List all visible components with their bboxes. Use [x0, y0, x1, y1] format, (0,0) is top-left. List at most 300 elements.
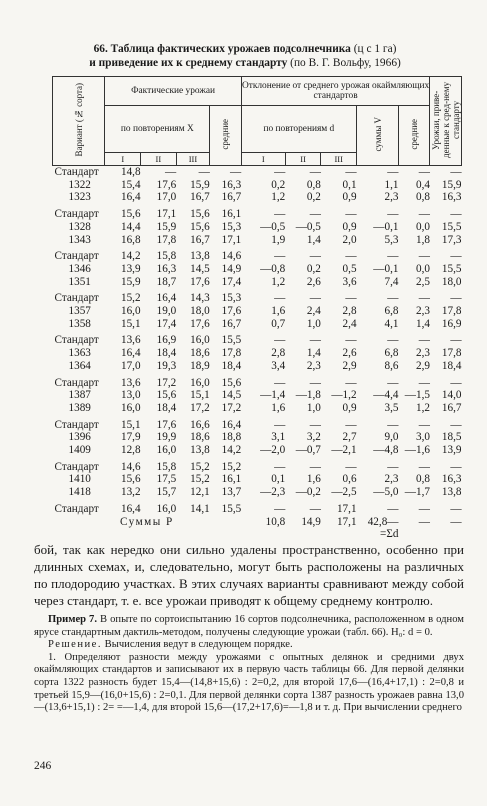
table-row	[53, 389, 462, 402]
variant-cell: 1418	[68, 486, 91, 499]
value-cell: 18,0	[190, 305, 210, 318]
value-cell: 14,2	[221, 444, 242, 457]
variant-cell: 1396	[68, 431, 91, 444]
yield-table	[52, 76, 462, 541]
value-cell: —	[309, 292, 321, 305]
value-cell: 16,3	[221, 178, 242, 191]
value-cell: —	[450, 334, 462, 347]
table-row	[53, 305, 462, 318]
value-cell: 16,9	[156, 334, 177, 347]
solution-text: Вычисления ведут в следующем порядке.	[102, 639, 293, 651]
value-cell: 2,4	[342, 317, 357, 330]
value-cell: 15,6	[120, 473, 141, 486]
value-cell: 2,8	[342, 305, 357, 318]
value-cell: —	[345, 250, 357, 263]
table-row	[53, 221, 462, 234]
table-row	[53, 179, 462, 192]
value-cell: 17,1	[336, 502, 357, 515]
value-cell: 16,4	[221, 418, 242, 431]
value-cell: 0,1	[342, 178, 357, 191]
value-cell: 17,5	[156, 473, 177, 486]
value-cell: 3,6	[342, 275, 357, 288]
value-cell: 6,8	[384, 347, 399, 360]
value-cell: 15,3	[221, 292, 242, 305]
variant-cell: Стандарт	[54, 460, 99, 473]
value-cell: 16,6	[190, 418, 210, 431]
value-cell: —5,0	[373, 486, 399, 499]
value-cell: 13,9	[120, 262, 141, 275]
value-cell: 6,8	[384, 305, 399, 318]
value-cell: 1,6	[271, 305, 286, 318]
value-cell: 16,0	[120, 401, 141, 414]
value-cell: —	[274, 166, 286, 178]
value-cell: —	[309, 376, 321, 389]
value-cell: 8,6	[384, 359, 399, 372]
value-cell: 17,8	[156, 233, 177, 246]
value-cell: 17,6	[190, 275, 210, 288]
value-cell: —	[387, 250, 399, 263]
value-cell: —	[309, 334, 321, 347]
value-cell: 15,9	[156, 220, 177, 233]
value-cell: 1,6	[271, 401, 286, 414]
value-cell: 14,0	[441, 389, 462, 402]
value-cell: 17,2	[190, 401, 210, 414]
value-cell: 0,8	[415, 473, 430, 486]
value-cell: 14,6	[120, 460, 141, 473]
variant-cell: 1322	[68, 178, 91, 191]
value-cell: 0,0	[415, 220, 430, 233]
value-cell: 14,9	[221, 262, 242, 275]
value-cell: 0,2	[271, 178, 286, 191]
table-row	[53, 166, 462, 179]
sum-eq-cell: =Σd	[380, 528, 399, 541]
sum-cell: —	[418, 515, 430, 528]
value-cell: —	[230, 166, 242, 178]
value-cell: 18,5	[441, 431, 462, 444]
value-cell: —	[418, 376, 430, 389]
value-cell: —	[450, 502, 462, 515]
value-cell: 2,3	[306, 359, 321, 372]
sums-label: Суммы P	[119, 515, 174, 528]
table-row	[53, 318, 462, 331]
dev-reps-header: по повторениям d	[241, 106, 356, 153]
value-cell: 2,5	[415, 275, 430, 288]
value-cell: 16,7	[190, 191, 210, 204]
value-cell: —	[274, 460, 286, 473]
value-cell: —	[387, 208, 399, 221]
table-row	[53, 486, 462, 499]
table-row	[53, 402, 462, 415]
value-cell: 1,0	[306, 401, 321, 414]
value-cell: 13,6	[120, 334, 141, 347]
value-cell: —	[418, 292, 430, 305]
variant-cell: 1328	[68, 220, 91, 233]
value-cell: 16,0	[156, 444, 177, 457]
value-cell: —	[418, 460, 430, 473]
value-cell: 15,6	[190, 220, 210, 233]
value-cell: —	[345, 292, 357, 305]
value-cell: 14,1	[190, 502, 210, 515]
value-cell: 7,4	[384, 275, 399, 288]
value-cell: —4,8	[373, 444, 399, 457]
value-cell: 1,4	[415, 317, 430, 330]
table-row	[53, 288, 462, 305]
value-cell: —	[450, 292, 462, 305]
value-cell: 3,0	[415, 431, 430, 444]
value-cell: 13,7	[221, 486, 242, 499]
value-cell: —0,5	[295, 220, 321, 233]
value-cell: 4,1	[384, 317, 399, 330]
caption-source: (по В. Г. Вольфу, 1966)	[287, 57, 401, 69]
value-cell: 2,3	[415, 347, 430, 360]
value-cell: —	[387, 292, 399, 305]
value-cell: 16,0	[120, 305, 141, 318]
value-cell: 16,4	[156, 292, 177, 305]
value-cell: 15,2	[221, 460, 242, 473]
value-cell: —0,5	[260, 220, 286, 233]
rep-num: II	[141, 153, 177, 166]
value-cell: 16,3	[156, 262, 177, 275]
value-cell: 19,9	[156, 431, 177, 444]
variant-cell: 1346	[68, 262, 91, 275]
value-cell: —2,5	[331, 486, 357, 499]
value-cell: 0,0	[415, 262, 430, 275]
value-cell: —2,0	[260, 444, 286, 457]
value-cell: 16,0	[190, 334, 210, 347]
value-cell: 15,8	[156, 460, 177, 473]
value-cell: —	[387, 376, 399, 389]
value-cell: —	[345, 334, 357, 347]
value-cell: —	[345, 460, 357, 473]
value-cell: —	[309, 418, 321, 431]
value-cell: —	[418, 418, 430, 431]
value-cell: 14,8	[120, 166, 141, 178]
value-cell: —	[309, 250, 321, 263]
value-cell: 1,2	[415, 401, 430, 414]
sum-cell: 14,9	[301, 515, 321, 528]
value-cell: 17,0	[156, 191, 177, 204]
table-row	[53, 473, 462, 486]
value-cell: 0,9	[342, 401, 357, 414]
value-cell: 15,6	[221, 376, 242, 389]
value-cell: 0,1	[271, 473, 286, 486]
value-cell: 15,4	[120, 178, 141, 191]
value-cell: 3,1	[271, 431, 286, 444]
caption-line2: и приведение их к среднему стандарту	[89, 57, 288, 69]
value-cell: 17,8	[441, 305, 462, 318]
table-row	[53, 276, 462, 289]
value-cell: 16,7	[190, 233, 210, 246]
table-row	[53, 431, 462, 444]
variant-cell: 1364	[68, 359, 91, 372]
value-cell: 15,2	[190, 473, 210, 486]
value-cell: —	[274, 502, 286, 515]
table-row	[53, 415, 462, 432]
value-cell: —	[274, 334, 286, 347]
value-cell: 14,2	[120, 250, 141, 263]
value-cell: —	[450, 250, 462, 263]
value-cell: —	[274, 250, 286, 263]
value-cell: 1,2	[271, 275, 286, 288]
variant-cell: 1389	[68, 401, 91, 414]
value-cell: —	[450, 418, 462, 431]
value-cell: 12,1	[190, 486, 210, 499]
value-cell: 15,2	[120, 292, 141, 305]
value-cell: 2,9	[342, 359, 357, 372]
value-cell: 13,0	[120, 389, 141, 402]
value-cell: 15,1	[120, 317, 141, 330]
value-cell: 16,7	[221, 317, 242, 330]
value-cell: 17,6	[156, 418, 177, 431]
value-cell: —	[387, 418, 399, 431]
value-cell: —1,8	[295, 389, 321, 402]
variant-cell: 1343	[68, 233, 91, 246]
value-cell: —	[274, 376, 286, 389]
example-text: В опыте по сортоиспытанию 16 сортов подсолнечника, расположенном в одном ярусе стандартным дактиль-методом, получены следующие урожаи (табл. 66). H₀: d = 0.	[34, 614, 465, 638]
value-cell: —	[309, 460, 321, 473]
value-cell: 18,4	[156, 401, 177, 414]
value-cell: 17,9	[120, 431, 141, 444]
variant-cell: 1323	[68, 191, 91, 204]
value-cell: —	[198, 166, 210, 178]
value-cell: 17,1	[221, 233, 242, 246]
value-cell: 2,3	[384, 473, 399, 486]
value-cell: 16,4	[120, 191, 141, 204]
value-cell: —	[165, 166, 177, 178]
value-cell: 16,4	[120, 347, 141, 360]
value-cell: 15,1	[120, 418, 141, 431]
value-cell: 1,2	[271, 191, 286, 204]
value-cell: 13,9	[441, 444, 462, 457]
value-cell: —	[418, 208, 430, 221]
value-cell: 19,3	[156, 359, 177, 372]
value-cell: —	[274, 292, 286, 305]
value-cell: 18,6	[190, 347, 210, 360]
rep-num: III	[321, 153, 357, 166]
value-cell: 17,1	[156, 208, 177, 221]
table-row	[53, 457, 462, 474]
value-cell: —	[418, 502, 430, 515]
value-cell: 14,6	[221, 250, 242, 263]
solution-lead: Решение.	[48, 639, 103, 651]
value-cell: 18,4	[441, 359, 462, 372]
value-cell: 17,6	[190, 317, 210, 330]
value-cell: —	[418, 334, 430, 347]
value-cell: —1,2	[331, 389, 357, 402]
value-cell: 17,4	[221, 275, 242, 288]
value-cell: 17,6	[156, 178, 177, 191]
sums-eq-row	[53, 528, 462, 541]
variant-cell: 1410	[68, 473, 91, 486]
table-body	[53, 166, 462, 541]
value-cell: 16,8	[120, 233, 141, 246]
value-cell: —1,4	[260, 389, 286, 402]
value-cell: 15,9	[190, 178, 210, 191]
value-cell: —	[418, 250, 430, 263]
value-cell: 0,2	[306, 262, 321, 275]
value-cell: 3,2	[306, 431, 321, 444]
value-cell: 9,0	[384, 431, 399, 444]
sums-row	[53, 516, 462, 529]
sum-cell: 42,8—	[367, 515, 399, 528]
value-cell: 14,5	[190, 262, 210, 275]
deviation-header: Отклонение от среднего урожая окаймляющих стандартов	[241, 77, 430, 106]
value-cell: 17,8	[441, 347, 462, 360]
value-cell: 15,5	[441, 220, 462, 233]
value-cell: 16,0	[156, 502, 177, 515]
value-cell: 13,8	[441, 486, 462, 499]
value-cell: 17,6	[221, 305, 242, 318]
variant-cell: 1351	[68, 275, 91, 288]
value-cell: 14,5	[221, 389, 242, 402]
value-cell: —	[345, 376, 357, 389]
value-cell: 16,7	[221, 191, 242, 204]
value-cell: 16,4	[120, 502, 141, 515]
value-cell: —0,8	[260, 262, 286, 275]
value-cell: 1,8	[415, 233, 430, 246]
value-cell: 0,7	[271, 317, 286, 330]
value-cell: —	[450, 376, 462, 389]
sums-header: суммы V	[357, 106, 399, 166]
value-cell: 1,0	[306, 317, 321, 330]
value-cell: 14,3	[190, 292, 210, 305]
value-cell: —0,1	[373, 220, 399, 233]
value-cell: 15,3	[221, 220, 242, 233]
value-cell: 3,5	[384, 401, 399, 414]
value-cell: —	[418, 166, 430, 178]
dev-mean-header: средние	[398, 106, 429, 166]
value-cell: —	[274, 208, 286, 221]
variant-cell: 1357	[68, 305, 91, 318]
value-cell: —	[387, 460, 399, 473]
variant-cell: Стандарт	[54, 334, 99, 347]
value-cell: 17,3	[441, 233, 462, 246]
caption-title: 66. Таблица фактических урожаев подсолнечника	[93, 43, 351, 55]
value-cell: —	[309, 208, 321, 221]
value-cell: 12,8	[120, 444, 141, 457]
value-cell: 3,4	[271, 359, 286, 372]
value-cell: 15,1	[190, 389, 210, 402]
page-number: 246	[34, 760, 52, 772]
value-cell: 13,8	[190, 444, 210, 457]
table-row	[53, 360, 462, 373]
value-cell: —	[387, 166, 399, 178]
value-cell: 19,0	[156, 305, 177, 318]
table-row	[53, 499, 462, 516]
table-row	[53, 204, 462, 221]
value-cell: 13,2	[120, 486, 141, 499]
value-cell: 15,6	[190, 208, 210, 221]
value-cell: 0,4	[415, 178, 430, 191]
value-cell: 18,7	[156, 275, 177, 288]
value-cell: 14,4	[120, 220, 141, 233]
value-cell: —	[450, 208, 462, 221]
value-cell: 18,0	[441, 275, 462, 288]
variant-cell: 1409	[68, 444, 91, 457]
caption-unit: (ц с 1 га)	[350, 43, 397, 55]
value-cell: 17,4	[156, 317, 177, 330]
value-cell: 15,5	[441, 262, 462, 275]
value-cell: 17,0	[120, 359, 141, 372]
sum-cell: 10,8	[265, 515, 286, 528]
value-cell: —1,7	[404, 486, 430, 499]
value-cell: 15,5	[221, 502, 242, 515]
value-cell: 2,6	[342, 347, 357, 360]
actual-reps-header: по повторениям X	[105, 106, 210, 153]
value-cell: 2,0	[342, 233, 357, 246]
value-cell: 1,1	[384, 178, 399, 191]
example-paragraph	[34, 614, 464, 639]
value-cell: 0,9	[342, 191, 357, 204]
rep-num: III	[176, 153, 210, 166]
value-cell: —4,4	[373, 389, 399, 402]
value-cell: —	[387, 334, 399, 347]
value-cell: 15,2	[190, 460, 210, 473]
example-block	[34, 614, 464, 715]
value-cell: 0,6	[342, 473, 357, 486]
value-cell: 13,6	[120, 376, 141, 389]
value-cell: —	[345, 418, 357, 431]
value-cell: —	[309, 502, 321, 515]
table-caption	[30, 42, 460, 70]
rep-num: I	[241, 153, 285, 166]
value-cell: 0,8	[415, 191, 430, 204]
value-cell: —2,3	[260, 486, 286, 499]
table-row	[53, 347, 462, 360]
value-cell: 17,2	[221, 401, 242, 414]
example-lead: Пример 7.	[48, 614, 98, 625]
table-row	[53, 444, 462, 457]
variant-cell: Стандарт	[54, 502, 99, 515]
variant-cell: Стандарт	[54, 208, 99, 221]
value-cell: 16,1	[221, 473, 242, 486]
value-cell: 15,7	[156, 486, 177, 499]
value-cell: 2,6	[306, 275, 321, 288]
value-cell: 1,4	[306, 233, 321, 246]
variant-cell: Стандарт	[54, 166, 99, 178]
table-row	[53, 330, 462, 347]
value-cell: 18,9	[190, 359, 210, 372]
actual-mean-header: средние	[210, 106, 241, 166]
reduced-header: Урожаи, приве-денные к сред-нему стандарту	[430, 77, 462, 166]
value-cell: 16,3	[441, 473, 462, 486]
table-row	[53, 263, 462, 276]
value-cell: —	[274, 418, 286, 431]
value-cell: —0,2	[295, 486, 321, 499]
value-cell: 0,2	[306, 191, 321, 204]
value-cell: 1,6	[306, 473, 321, 486]
variant-cell: Стандарт	[54, 250, 99, 263]
value-cell: 18,8	[221, 431, 242, 444]
value-cell: 1,9	[271, 233, 286, 246]
table-row	[53, 373, 462, 390]
value-cell: 13,8	[190, 250, 210, 263]
variant-cell: 1387	[68, 389, 91, 402]
value-cell: —1,5	[404, 389, 430, 402]
value-cell: 15,6	[156, 389, 177, 402]
value-cell: 17,8	[221, 347, 242, 360]
value-cell: —	[309, 166, 321, 178]
value-cell: 0,8	[306, 178, 321, 191]
value-cell: —	[345, 208, 357, 221]
variant-header: Вариант (№ сорта)	[53, 77, 105, 166]
value-cell: 16,3	[441, 191, 462, 204]
table-row	[53, 191, 462, 204]
value-cell: 16,1	[221, 208, 242, 221]
actual-header: Фактические урожаи	[105, 77, 241, 106]
sum-cell: —	[450, 515, 462, 528]
value-cell: 17,2	[156, 376, 177, 389]
